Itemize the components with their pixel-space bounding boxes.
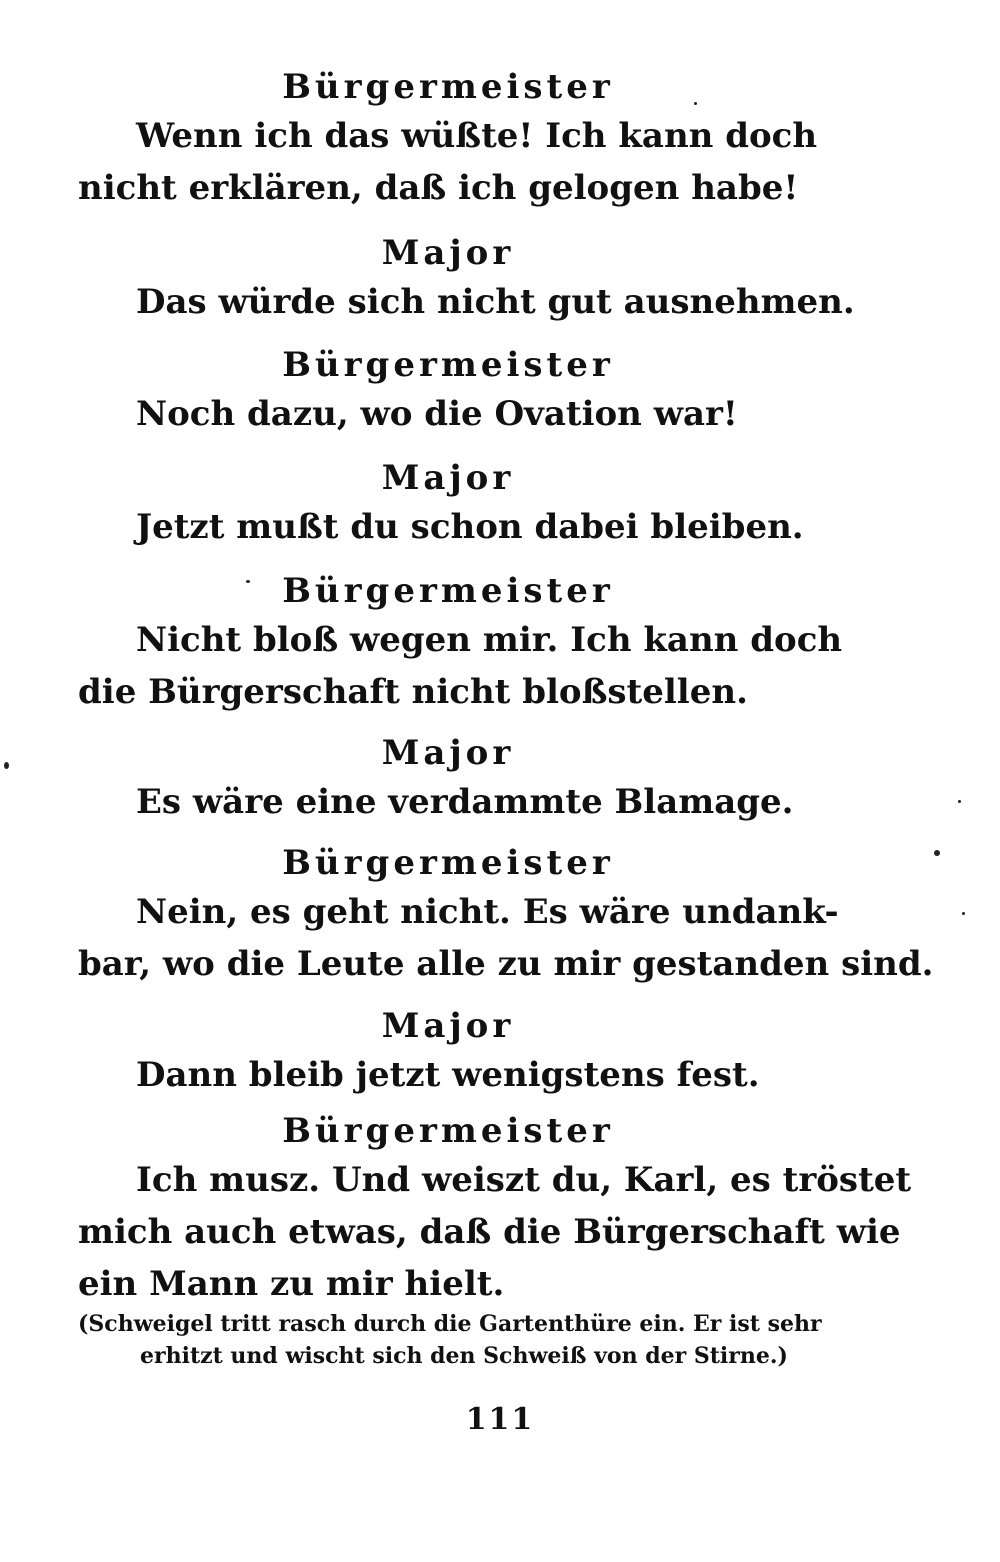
speech-line: mich auch etwas, daß die Bürgerschaft wie xyxy=(78,1212,901,1252)
speech-line: Nein, es geht nicht. Es wäre undank- xyxy=(136,892,839,932)
dialogue-entry xyxy=(78,568,843,718)
speaker-name: Bürgermeister xyxy=(282,571,614,611)
dialogue-entry xyxy=(78,1003,818,1101)
speaker-name: Bürgermeister xyxy=(282,1111,614,1151)
dialogue-entry xyxy=(78,1108,912,1310)
scan-speck xyxy=(4,762,9,769)
speech-line: Jetzt mußt du schon dabei bleiben. xyxy=(136,507,804,547)
speech-line: Das würde sich nicht gut ausnehmen. xyxy=(136,282,855,322)
speech-line: Nicht bloß wegen mir. Ich kann doch xyxy=(136,620,843,660)
dialogue-entry xyxy=(78,230,855,328)
page-number: 111 xyxy=(465,1402,535,1437)
speaker-name: Major xyxy=(381,733,515,773)
speaker-name: Bürgermeister xyxy=(282,345,614,385)
stage-direction-line: (Schweigel tritt rasch durch die Gartenthüre ein. Er ist sehr xyxy=(78,1311,822,1337)
speaker-name: Bürgermeister xyxy=(282,843,614,883)
dialogue-entry xyxy=(78,64,818,214)
speech-line: Es wäre eine verdammte Blamage. xyxy=(136,782,794,822)
dialogue-entry xyxy=(78,455,818,553)
scan-speck xyxy=(246,580,250,583)
speech-line: ein Mann zu mir hielt. xyxy=(78,1264,505,1304)
speech-line: Ich musz. Und weiszt du, Karl, es tröstet xyxy=(136,1160,912,1200)
speaker-name: Major xyxy=(381,458,515,498)
speech-line: Noch dazu, wo die Ovation war! xyxy=(136,394,738,434)
speech-line: die Bürgerschaft nicht bloßstellen. xyxy=(78,672,748,712)
scan-speck xyxy=(958,800,961,803)
speaker-name: Bürgermeister xyxy=(282,67,614,107)
stage-direction xyxy=(78,1308,822,1372)
scan-speck xyxy=(694,102,697,105)
speech-line: bar, wo die Leute alle zu mir gestanden sind. xyxy=(78,944,934,984)
speech-line: Dann bleib jetzt wenigstens fest. xyxy=(136,1055,760,1095)
dialogue-entry xyxy=(78,840,934,990)
speech-line: nicht erklären, daß ich gelogen habe! xyxy=(78,168,799,208)
speech-line: Wenn ich das wüßte! Ich kann doch xyxy=(136,116,818,156)
dialogue-entry xyxy=(78,342,818,440)
speaker-name: Major xyxy=(381,233,515,273)
scan-speck xyxy=(934,850,940,856)
scan-speck xyxy=(962,912,965,915)
dialogue-entry xyxy=(78,730,818,828)
speaker-name: Major xyxy=(381,1006,515,1046)
stage-direction-line: erhitzt und wischt sich den Schweiß von der Stirne.) xyxy=(140,1343,788,1369)
